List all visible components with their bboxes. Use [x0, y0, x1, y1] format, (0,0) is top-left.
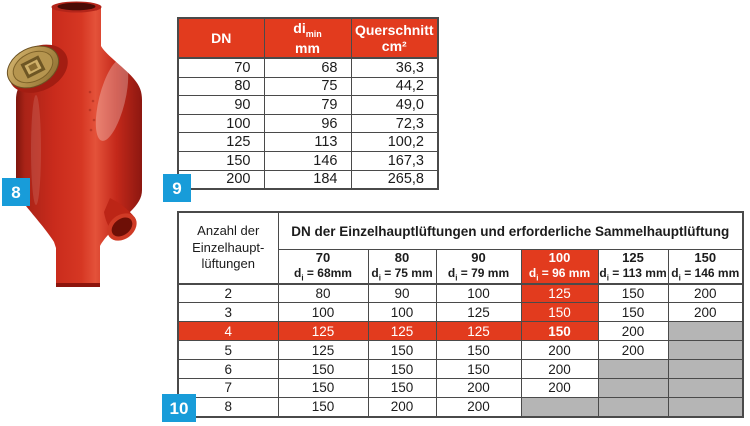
vent-row-8 [178, 397, 743, 416]
cross-section-row [178, 151, 438, 170]
vent-cell [668, 379, 743, 398]
callout-badge-cross-section-table: 9 [163, 174, 191, 202]
vent-cell: 200 [436, 379, 521, 398]
vent-cell: 200 [668, 284, 743, 303]
cross-section-cell: 90 [178, 96, 264, 115]
cross-section-cell: 100,2 [351, 133, 438, 152]
vent-cell: 200 [436, 397, 521, 416]
vent-cell [598, 360, 668, 379]
vent-cell: 100 [436, 284, 521, 303]
vent-col-header-70: 70 $d_i = 68mm$ [278, 250, 368, 284]
vent-row-4 [178, 322, 743, 341]
vent-cell: 125 [436, 303, 521, 322]
cross-section-header-row [178, 18, 438, 58]
cross-section-cell: 70 [178, 58, 264, 77]
vent-row-3 [178, 303, 743, 322]
col-header-di-min: $di_{min}$ mm [264, 18, 351, 58]
vent-cell: 150 [521, 322, 598, 341]
vent-cell: 150 [436, 341, 521, 360]
vent-cell: 80 [278, 284, 368, 303]
vent-sizing-table [177, 211, 744, 418]
vent-cell: 200 [668, 303, 743, 322]
vent-cell: 200 [598, 322, 668, 341]
cross-section-row [178, 96, 438, 115]
cross-section-row [178, 170, 438, 189]
vent-cell: 150 [521, 303, 598, 322]
cross-section-cell: 79 [264, 96, 351, 115]
cross-section-cell: 96 [264, 114, 351, 133]
cross-section-cell: 146 [264, 151, 351, 170]
vent-count-cell: 4 [178, 322, 278, 341]
cross-section-cell: 184 [264, 170, 351, 189]
vent-cell: 125 [278, 322, 368, 341]
cross-section-table [177, 17, 439, 190]
cross-section-row [178, 77, 438, 96]
vent-cell [668, 322, 743, 341]
cross-section-cell: 80 [178, 77, 264, 96]
vent-row-7 [178, 379, 743, 398]
cross-section-cell: 167,3 [351, 151, 438, 170]
vent-cell [668, 341, 743, 360]
pipe-fitting-photo [0, 0, 165, 300]
vent-col-header-125: 125 $d_i = 113$ mm [599, 250, 667, 282]
col-header-dn: DN [178, 18, 264, 58]
vent-cell: 150 [278, 397, 368, 416]
cross-section-cell: 125 [178, 133, 264, 152]
vent-cell: 200 [521, 379, 598, 398]
cross-section-cell: 49,0 [351, 96, 438, 115]
vent-col-header-150: 150 $d_i = 146$ mm [668, 250, 743, 284]
vent-cell: 150 [598, 303, 668, 322]
vent-cell: 150 [278, 360, 368, 379]
cross-section-cell: 100 [178, 114, 264, 133]
cross-section-cell: 150 [178, 151, 264, 170]
vent-cell: 150 [368, 379, 436, 398]
cross-section-cell: 68 [264, 58, 351, 77]
callout-badge-product: 8 [2, 178, 30, 206]
vent-cell [668, 397, 743, 416]
cross-section-row [178, 58, 438, 77]
vent-main-header: DN der Einzelhauptlüftungen und erforderliche Sammelhauptlüftung [278, 212, 743, 250]
vent-col-header-80: 80 $d_i = 75$ mm [368, 250, 436, 284]
vent-cell: 150 [368, 341, 436, 360]
vent-cell [598, 397, 668, 416]
callout-badge-vent-table: 10 [162, 394, 196, 422]
vent-cell: 125 [278, 341, 368, 360]
cross-section-cell: 113 [264, 133, 351, 152]
vent-count-cell: 3 [178, 303, 278, 322]
vent-row-5 [178, 341, 743, 360]
vent-cell: 200 [598, 341, 668, 360]
vent-col-header-100: 100 $d_i = 96$ mm [521, 250, 598, 284]
vent-cell: 150 [436, 360, 521, 379]
vent-count-cell: 2 [178, 284, 278, 303]
vent-cell: 150 [278, 379, 368, 398]
cross-section-row [178, 114, 438, 133]
cross-section-cell: 72,3 [351, 114, 438, 133]
cross-section-cell: 265,8 [351, 170, 438, 189]
cross-section-cell: 200 [178, 170, 264, 189]
vent-cell [668, 360, 743, 379]
vent-cell: 200 [368, 397, 436, 416]
cross-section-cell: 44,2 [351, 77, 438, 96]
vent-count-cell: 6 [178, 360, 278, 379]
cross-section-cell: 75 [264, 77, 351, 96]
vent-cell: 90 [368, 284, 436, 303]
vent-cell: 200 [521, 341, 598, 360]
vent-count-cell: 7 [178, 379, 278, 398]
vent-main-header-row [178, 212, 743, 250]
row-header-anzahl: Anzahl der Einzelhaupt- lüftungen [178, 212, 278, 284]
vent-cell: 125 [521, 284, 598, 303]
vent-row-6 [178, 360, 743, 379]
vent-cell: 150 [598, 284, 668, 303]
vent-col-header-90: 90 $d_i = 79$ mm [436, 250, 521, 284]
vent-cell: 125 [436, 322, 521, 341]
vent-cell: 200 [521, 360, 598, 379]
pipe-body [16, 2, 142, 288]
vent-cell: 125 [368, 322, 436, 341]
cross-section-row [178, 133, 438, 152]
vent-count-cell: 5 [178, 341, 278, 360]
vent-cell [598, 379, 668, 398]
vent-cell: 100 [278, 303, 368, 322]
vent-cell: 100 [368, 303, 436, 322]
vent-cell [521, 397, 598, 416]
vent-row-2 [178, 284, 743, 303]
col-header-querschnitt: Querschnitt cm² [351, 18, 438, 58]
cross-section-cell: 36,3 [351, 58, 438, 77]
vent-cell: 150 [368, 360, 436, 379]
vent-count-cell: 8 [178, 397, 278, 416]
